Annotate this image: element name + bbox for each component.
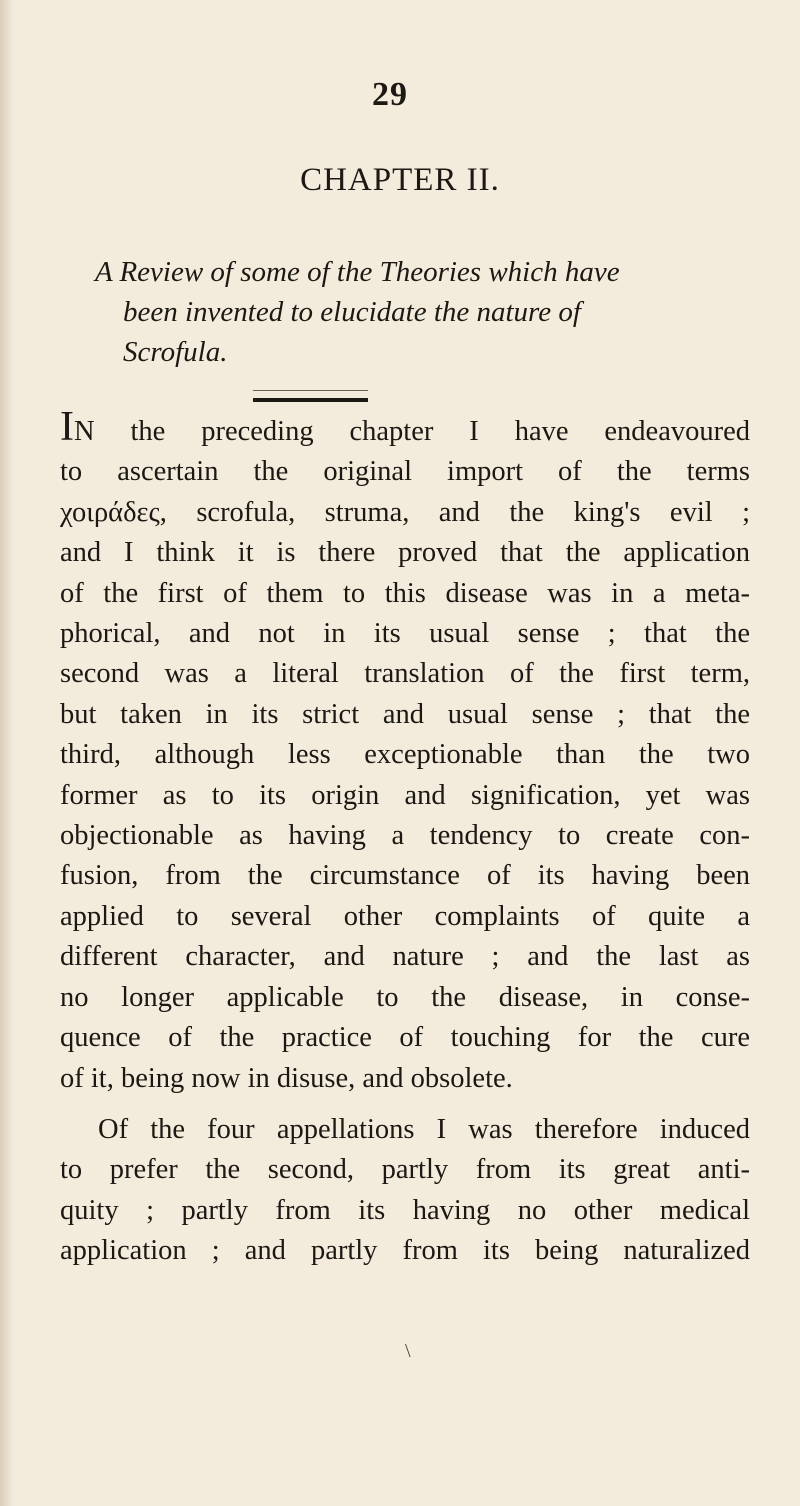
text-line: second was a literal translation of the first term, [60,658,750,690]
subtitle-line: been invented to elucidate the nature of [123,296,581,328]
text-line: different character, and nature ; and the last as [60,941,750,973]
text-line: of the first of them to this disease was in a meta- [60,577,750,609]
paragraph-1 [60,404,750,1099]
text-line: χοιράδες, scrofula, struma, and the king's evil ; [60,496,750,528]
text-line: of it, being now in disuse, and obsolete. [60,1062,513,1094]
signature-mark: \ [405,1340,411,1362]
section-divider [253,398,368,402]
paragraph-2 [60,1110,750,1272]
text-line: quence of the practice of touching for the cure [60,1022,750,1054]
section-divider-thin [253,390,368,391]
text-line: application ; and partly from its being naturalized [60,1235,750,1267]
subtitle-line: A Review of some of the Theories which have [95,256,620,288]
text-line: fusion, from the circumstance of its having been [60,860,750,892]
text-line: quity ; partly from its having no other medical [60,1194,750,1226]
chapter-subtitle [95,252,695,372]
text-line: no longer applicable to the disease, in conse- [60,981,750,1013]
subtitle-line: Scrofula. [123,336,228,368]
text-line: Of the four appellations I was therefore induced [98,1114,750,1145]
text-line-content: N the preceding chapter I have endeavoured [74,416,750,447]
text-line: and I think it is there proved that the application [60,537,750,569]
text-line: applied to several other complaints of quite a [60,900,750,932]
text-line: phorical, and not in its usual sense ; that the [60,618,750,650]
page-number: 29 [372,76,408,113]
text-line: former as to its origin and signification, yet was [60,779,750,811]
text-line: but taken in its strict and usual sense ; that the [60,698,750,730]
chapter-title: CHAPTER II. [300,162,500,198]
drop-cap: I [60,404,74,450]
text-line [60,404,750,452]
text-line: to prefer the second, partly from its great anti- [60,1154,750,1186]
page-edge-shadow [0,0,14,1506]
text-line: to ascertain the original import of the terms [60,456,750,488]
text-line: third, although less exceptionable than the two [60,739,750,771]
text-line: objectionable as having a tendency to create con- [60,820,750,852]
